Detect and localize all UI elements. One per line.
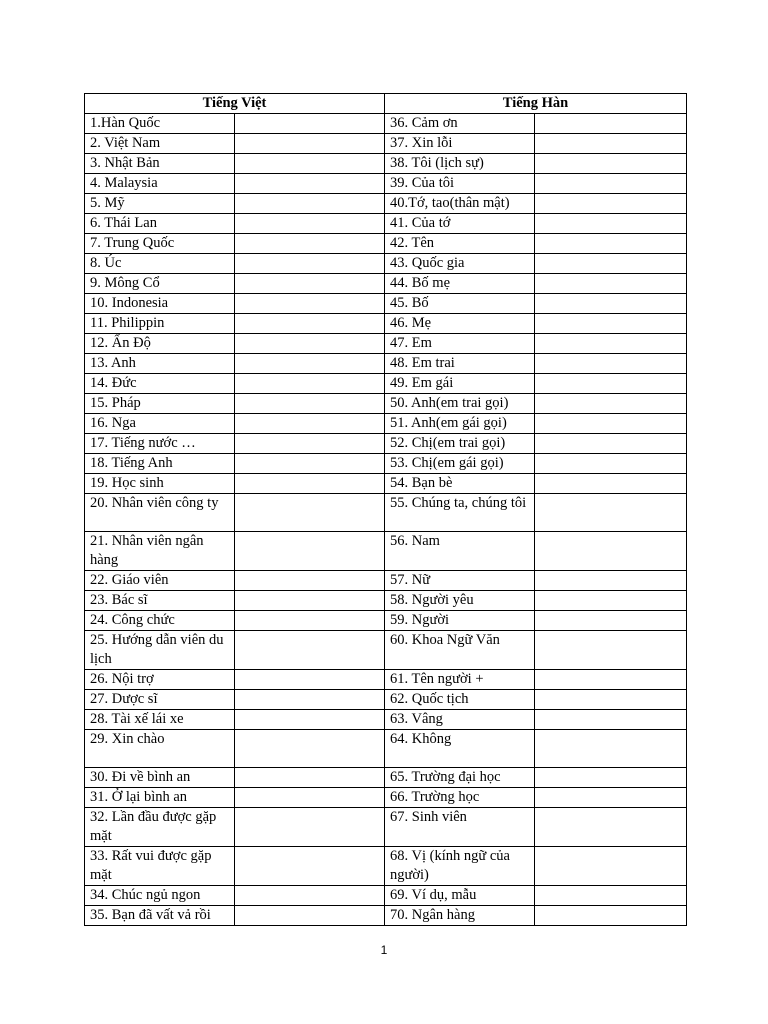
- korean-answer-cell-right: [535, 314, 687, 334]
- korean-answer-cell-right: [535, 394, 687, 414]
- vietnamese-term-cell: 20. Nhân viên công ty: [85, 494, 235, 532]
- vietnamese-term-cell: 7. Trung Quốc: [85, 234, 235, 254]
- vietnamese-term-cell: 43. Quốc gia: [385, 254, 535, 274]
- vietnamese-term-cell: 5. Mỹ: [85, 194, 235, 214]
- korean-answer-cell-left: [235, 334, 385, 354]
- korean-answer-cell-right: [535, 114, 687, 134]
- vietnamese-term-cell: 40.Tớ, tao(thân mật): [385, 194, 535, 214]
- vietnamese-term-cell: 41. Của tớ: [385, 214, 535, 234]
- table-row: [85, 906, 687, 926]
- vietnamese-term-cell: 8. Úc: [85, 254, 235, 274]
- vietnamese-term-cell: 66. Trường học: [385, 788, 535, 808]
- vietnamese-term-cell: 3. Nhật Bản: [85, 154, 235, 174]
- vietnamese-term-cell: 62. Quốc tịch: [385, 690, 535, 710]
- vietnamese-term-cell: 31. Ở lại bình an: [85, 788, 235, 808]
- korean-answer-cell-left: [235, 730, 385, 768]
- korean-answer-cell-left: [235, 611, 385, 631]
- vietnamese-term-cell: 1.Hàn Quốc: [85, 114, 235, 134]
- vietnamese-term-cell: 49. Em gái: [385, 374, 535, 394]
- vietnamese-term-cell: 28. Tài xế lái xe: [85, 710, 235, 730]
- vietnamese-term-cell: 32. Lần đầu được gặp mặt: [85, 808, 235, 847]
- table-row: [85, 886, 687, 906]
- table-row: [85, 394, 687, 414]
- table-row: [85, 454, 687, 474]
- korean-answer-cell-right: [535, 254, 687, 274]
- vietnamese-term-cell: 17. Tiếng nước …: [85, 434, 235, 454]
- vietnamese-term-cell: 4. Malaysia: [85, 174, 235, 194]
- korean-answer-cell-left: [235, 274, 385, 294]
- korean-answer-cell-left: [235, 808, 385, 847]
- korean-answer-cell-left: [235, 154, 385, 174]
- table-row: [85, 174, 687, 194]
- korean-answer-cell-right: [535, 591, 687, 611]
- vietnamese-term-cell: 53. Chị(em gái gọi): [385, 454, 535, 474]
- korean-answer-cell-right: [535, 294, 687, 314]
- korean-answer-cell-left: [235, 454, 385, 474]
- korean-answer-cell-right: [535, 886, 687, 906]
- korean-answer-cell-left: [235, 294, 385, 314]
- vietnamese-term-cell: 57. Nữ: [385, 571, 535, 591]
- korean-answer-cell-left: [235, 670, 385, 690]
- korean-answer-cell-right: [535, 788, 687, 808]
- korean-answer-cell-left: [235, 374, 385, 394]
- table-row: [85, 788, 687, 808]
- korean-answer-cell-left: [235, 174, 385, 194]
- vietnamese-term-cell: 39. Của tôi: [385, 174, 535, 194]
- vietnamese-term-cell: 67. Sinh viên: [385, 808, 535, 847]
- vietnamese-term-cell: 33. Rất vui được gặp mặt: [85, 847, 235, 886]
- vietnamese-term-cell: 6. Thái Lan: [85, 214, 235, 234]
- korean-answer-cell-right: [535, 710, 687, 730]
- vietnamese-term-cell: 15. Pháp: [85, 394, 235, 414]
- table-row: [85, 808, 687, 847]
- korean-answer-cell-right: [535, 274, 687, 294]
- korean-answer-cell-left: [235, 591, 385, 611]
- korean-answer-cell-right: [535, 730, 687, 768]
- table-row: [85, 154, 687, 174]
- vietnamese-term-cell: 2. Việt Nam: [85, 134, 235, 154]
- table-row: [85, 194, 687, 214]
- table-row: [85, 234, 687, 254]
- table-row: [85, 670, 687, 690]
- korean-answer-cell-right: [535, 134, 687, 154]
- vietnamese-term-cell: 42. Tên: [385, 234, 535, 254]
- korean-answer-cell-left: [235, 214, 385, 234]
- vietnamese-term-cell: 55. Chúng ta, chúng tôi: [385, 494, 535, 532]
- table-row: [85, 474, 687, 494]
- korean-answer-cell-right: [535, 334, 687, 354]
- korean-answer-cell-right: [535, 174, 687, 194]
- vietnamese-term-cell: 30. Đi về bình an: [85, 768, 235, 788]
- vietnamese-term-cell: 56. Nam: [385, 532, 535, 571]
- korean-answer-cell-right: [535, 494, 687, 532]
- table-row: [85, 710, 687, 730]
- korean-answer-cell-left: [235, 354, 385, 374]
- table-row: [85, 532, 687, 571]
- vietnamese-term-cell: 25. Hướng dẫn viên du lịch: [85, 631, 235, 670]
- vietnamese-term-cell: 22. Giáo viên: [85, 571, 235, 591]
- table-body: [85, 114, 687, 926]
- korean-answer-cell-right: [535, 571, 687, 591]
- korean-answer-cell-left: [235, 414, 385, 434]
- korean-answer-cell-left: [235, 434, 385, 454]
- table-row: [85, 591, 687, 611]
- vietnamese-term-cell: 19. Học sinh: [85, 474, 235, 494]
- vietnamese-term-cell: 52. Chị(em trai gọi): [385, 434, 535, 454]
- korean-answer-cell-left: [235, 254, 385, 274]
- vietnamese-term-cell: 24. Công chức: [85, 611, 235, 631]
- vietnamese-term-cell: 18. Tiếng Anh: [85, 454, 235, 474]
- vietnamese-term-cell: 65. Trường đại học: [385, 768, 535, 788]
- korean-answer-cell-left: [235, 788, 385, 808]
- vietnamese-term-cell: 59. Người: [385, 611, 535, 631]
- korean-answer-cell-right: [535, 532, 687, 571]
- korean-answer-cell-right: [535, 768, 687, 788]
- vietnamese-term-cell: 34. Chúc ngủ ngon: [85, 886, 235, 906]
- vietnamese-term-cell: 69. Ví dụ, mẫu: [385, 886, 535, 906]
- vietnamese-term-cell: 64. Không: [385, 730, 535, 768]
- vietnamese-term-cell: 21. Nhân viên ngân hàng: [85, 532, 235, 571]
- vietnamese-term-cell: 44. Bố mẹ: [385, 274, 535, 294]
- vietnamese-term-cell: 13. Anh: [85, 354, 235, 374]
- vietnamese-term-cell: 14. Đức: [85, 374, 235, 394]
- table-header-row: [85, 94, 687, 114]
- korean-answer-cell-left: [235, 394, 385, 414]
- korean-answer-cell-right: [535, 808, 687, 847]
- vietnamese-term-cell: 50. Anh(em trai gọi): [385, 394, 535, 414]
- vietnamese-term-cell: 68. Vị (kính ngữ của người): [385, 847, 535, 886]
- vietnamese-term-cell: 23. Bác sĩ: [85, 591, 235, 611]
- table-row: [85, 494, 687, 532]
- vietnamese-term-cell: 70. Ngân hàng: [385, 906, 535, 926]
- table-row: [85, 571, 687, 591]
- table-row: [85, 768, 687, 788]
- vietnamese-term-cell: 12. Ấn Độ: [85, 334, 235, 354]
- table-row: [85, 254, 687, 274]
- korean-answer-cell-right: [535, 670, 687, 690]
- korean-answer-cell-right: [535, 434, 687, 454]
- table-row: [85, 134, 687, 154]
- korean-answer-cell-left: [235, 532, 385, 571]
- table-row: [85, 847, 687, 886]
- vietnamese-term-cell: 9. Mông Cổ: [85, 274, 235, 294]
- korean-answer-cell-left: [235, 314, 385, 334]
- korean-answer-cell-right: [535, 374, 687, 394]
- vietnamese-term-cell: 60. Khoa Ngữ Văn: [385, 631, 535, 670]
- korean-answer-cell-left: [235, 886, 385, 906]
- vietnamese-term-cell: 38. Tôi (lịch sự): [385, 154, 535, 174]
- korean-answer-cell-right: [535, 234, 687, 254]
- korean-answer-cell-right: [535, 194, 687, 214]
- korean-answer-cell-left: [235, 690, 385, 710]
- korean-answer-cell-left: [235, 114, 385, 134]
- korean-answer-cell-right: [535, 847, 687, 886]
- korean-answer-cell-right: [535, 414, 687, 434]
- korean-answer-cell-right: [535, 474, 687, 494]
- korean-answer-cell-left: [235, 847, 385, 886]
- korean-answer-cell-right: [535, 214, 687, 234]
- vocabulary-table: [84, 93, 687, 926]
- vietnamese-term-cell: 63. Vâng: [385, 710, 535, 730]
- vietnamese-term-cell: 27. Dược sĩ: [85, 690, 235, 710]
- vietnamese-term-cell: 45. Bố: [385, 294, 535, 314]
- vietnamese-term-cell: 29. Xin chào: [85, 730, 235, 768]
- korean-answer-cell-left: [235, 768, 385, 788]
- korean-answer-cell-left: [235, 474, 385, 494]
- vietnamese-term-cell: 51. Anh(em gái gọi): [385, 414, 535, 434]
- korean-answer-cell-right: [535, 354, 687, 374]
- table-row: [85, 274, 687, 294]
- table-row: [85, 374, 687, 394]
- table-row: [85, 730, 687, 768]
- korean-answer-cell-left: [235, 571, 385, 591]
- table-row: [85, 434, 687, 454]
- header-vietnamese: Tiếng Việt: [85, 94, 385, 114]
- korean-answer-cell-left: [235, 194, 385, 214]
- header-korean: Tiếng Hàn: [385, 94, 687, 114]
- vietnamese-term-cell: 35. Bạn đã vất vả rồi: [85, 906, 235, 926]
- vietnamese-term-cell: 36. Cảm ơn: [385, 114, 535, 134]
- table-row: [85, 294, 687, 314]
- vietnamese-term-cell: 47. Em: [385, 334, 535, 354]
- korean-answer-cell-right: [535, 631, 687, 670]
- table-row: [85, 414, 687, 434]
- korean-answer-cell-left: [235, 631, 385, 670]
- vietnamese-term-cell: 46. Mẹ: [385, 314, 535, 334]
- vietnamese-term-cell: 16. Nga: [85, 414, 235, 434]
- vietnamese-term-cell: 48. Em trai: [385, 354, 535, 374]
- vietnamese-term-cell: 58. Người yêu: [385, 591, 535, 611]
- korean-answer-cell-left: [235, 710, 385, 730]
- table-row: [85, 611, 687, 631]
- korean-answer-cell-right: [535, 690, 687, 710]
- korean-answer-cell-left: [235, 494, 385, 532]
- table-row: [85, 214, 687, 234]
- korean-answer-cell-left: [235, 134, 385, 154]
- vietnamese-term-cell: 37. Xin lỗi: [385, 134, 535, 154]
- korean-answer-cell-right: [535, 154, 687, 174]
- vietnamese-term-cell: 61. Tên người +: [385, 670, 535, 690]
- page-number: 1: [380, 943, 388, 957]
- korean-answer-cell-left: [235, 234, 385, 254]
- vietnamese-term-cell: 11. Philippin: [85, 314, 235, 334]
- table-row: [85, 314, 687, 334]
- table-row: [85, 334, 687, 354]
- vietnamese-term-cell: 26. Nội trợ: [85, 670, 235, 690]
- table-row: [85, 690, 687, 710]
- vietnamese-term-cell: 54. Bạn bè: [385, 474, 535, 494]
- table-row: [85, 114, 687, 134]
- vietnamese-term-cell: 10. Indonesia: [85, 294, 235, 314]
- korean-answer-cell-right: [535, 906, 687, 926]
- table-row: [85, 354, 687, 374]
- korean-answer-cell-right: [535, 454, 687, 474]
- table-row: [85, 631, 687, 670]
- korean-answer-cell-left: [235, 906, 385, 926]
- korean-answer-cell-right: [535, 611, 687, 631]
